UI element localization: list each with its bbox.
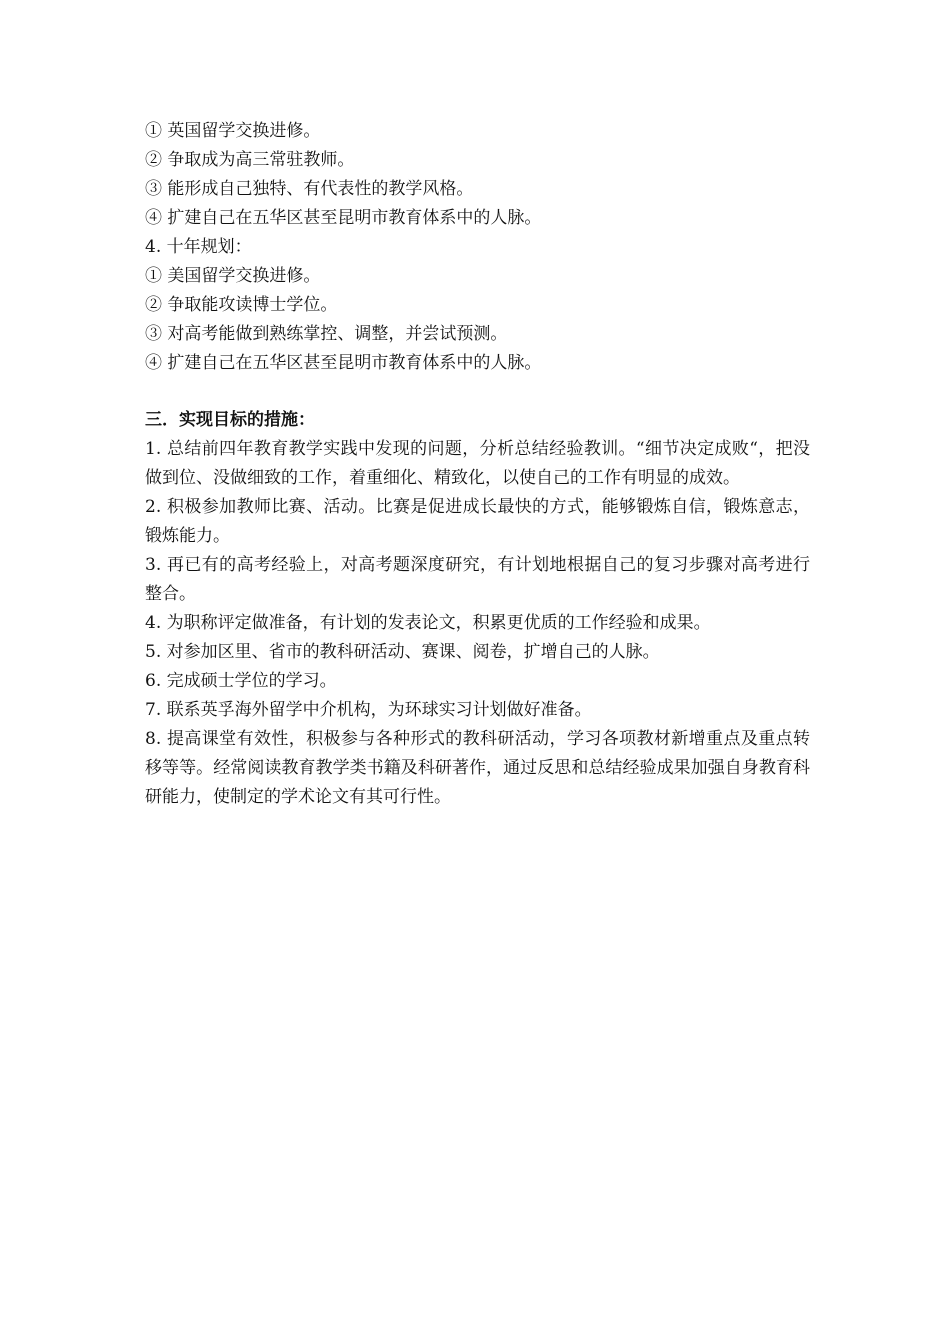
measure-5: 5. 对参加区里、省市的教科研活动、赛课、阅卷，扩增自己的人脉。	[145, 642, 660, 662]
plan-item-a-4: ④ 扩建自己在五华区甚至昆明市教育体系中的人脉。	[145, 208, 542, 228]
plan-item-a-1: ① 英国留学交换进修。	[145, 121, 321, 141]
document-page	[145, 117, 810, 812]
plan-item-a-3: ③ 能形成自己独特、有代表性的教学风格。	[145, 179, 474, 199]
section-spacer	[145, 378, 810, 406]
plan-item-b-2: ② 争取能攻读博士学位。	[145, 295, 338, 315]
plan-item-a-2: ② 争取成为高三常驻教师。	[145, 150, 355, 170]
section-heading: 三．实现目标的措施：	[145, 410, 315, 430]
measure-3: 3. 再已有的高考经验上，对高考题深度研究，有计划地根据自己的复习步骤对高考进行整合。	[145, 555, 810, 604]
measure-8: 8. 提高课堂有效性，积极参与各种形式的教科研活动，学习各项教材新增重点及重点转移等等。经常阅读教育教学类书籍及科研著作，通过反思和总结经验成果加强自身教育科研能力，使制定的学术论文有其可行性。	[145, 729, 810, 807]
measure-6: 6. 完成硕士学位的学习。	[145, 671, 337, 691]
plan-item-b-3: ③ 对高考能做到熟练掌控、调整，并尝试预测。	[145, 324, 508, 344]
ten-year-plan-title: 4. 十年规划：	[145, 237, 252, 257]
measure-2: 2. 积极参加教师比赛、活动。比赛是促进成长最快的方式，能够锻炼自信，锻炼意志，锻炼能力。	[145, 497, 810, 546]
measure-1: 1. 总结前四年教育教学实践中发现的问题，分析总结经验教训。“细节决定成败“，把没做到位、没做细致的工作，着重细化、精致化，以使自己的工作有明显的成效。	[145, 439, 810, 488]
plan-item-b-4: ④ 扩建自己在五华区甚至昆明市教育体系中的人脉。	[145, 353, 542, 373]
measure-4: 4. 为职称评定做准备，有计划的发表论文，积累更优质的工作经验和成果。	[145, 613, 711, 633]
measure-7: 7. 联系英孚海外留学中介机构，为环球实习计划做好准备。	[145, 700, 592, 720]
plan-item-b-1: ① 美国留学交换进修。	[145, 266, 321, 286]
